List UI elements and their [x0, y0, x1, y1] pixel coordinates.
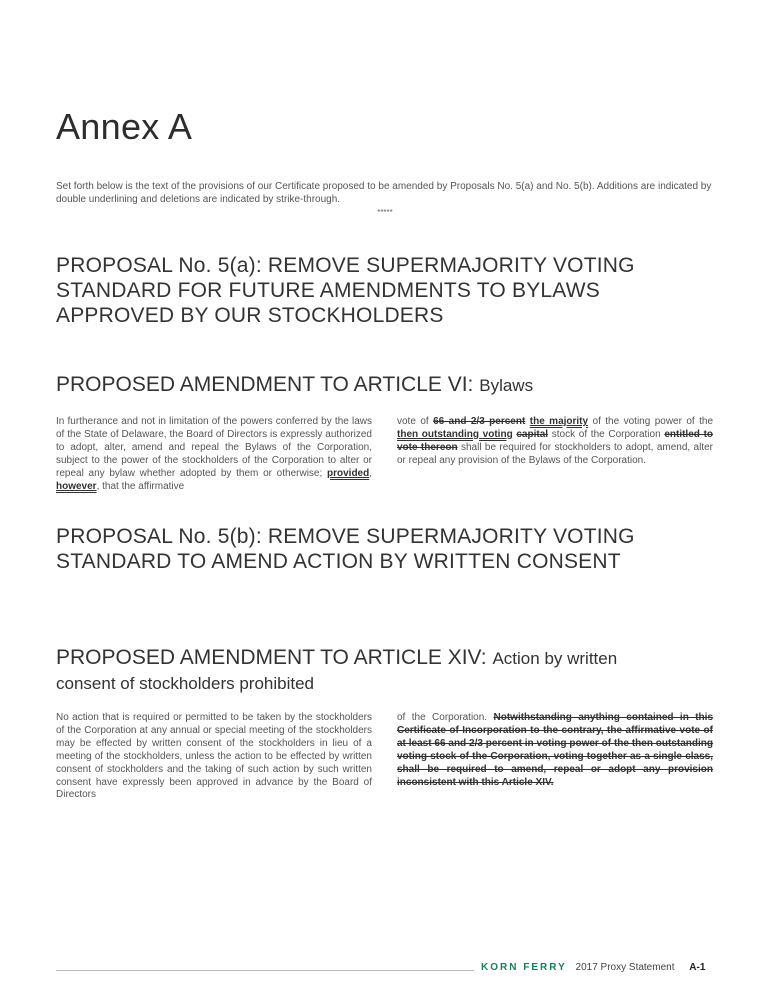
brand-logo: KORN FERRY	[481, 962, 567, 973]
article-vi-text: shall be required for stockholders to adopt, amend, alter or repeal any provision of the Bylaws of the Corporation.	[397, 441, 713, 466]
addition-text: however	[56, 480, 97, 492]
article-vi-right-column	[397, 416, 713, 468]
article-xiv-left-column: No action that is required or permitted to be taken by the stockholders of the Corporation at any annual or special meeting of the stockholders may be effected by written consent of the stockholders in lieu of a meeting of the stockholders, unless the action to be effected by written consent of stockholders and the taking of such action by such written consent have expressly been approved in advance by the Board of Directors	[56, 712, 372, 801]
deletion-text: capital	[516, 428, 549, 440]
amendment-article-xiv-subtitle-2: consent of stockholders prohibited	[56, 674, 314, 693]
addition-text: then outstanding voting	[397, 428, 513, 440]
page-footer	[481, 962, 705, 973]
deletion-text: Notwithstanding anything contained in this Certificate of Incorporation to the contrary, the affirmative vote of at least 66 and 2/3 percent in voting power of the then outstanding voting stock of the Corporation, voting together as a single class, shall be required to amend, repeal or adopt any provision inconsistent with this Article XIV.	[397, 712, 713, 788]
proposal-5b-heading: PROPOSAL No. 5(b): REMOVE SUPERMAJORITY VOTING STANDARD TO AMEND ACTION BY WRITTEN CONSENT	[56, 525, 635, 573]
article-vi-text: , that the affirmative	[96, 480, 185, 492]
intro-paragraph: Set forth below is the text of the provisions of our Certificate proposed to be amended by Proposals No. 5(a) and No. 5(b). Additions are indicated by double underlining and deletions are indicated by strike-through.	[56, 181, 712, 205]
separator: *****	[377, 208, 393, 217]
addition-text: the majority	[529, 416, 589, 427]
proposal-5a-heading: PROPOSAL No. 5(a): REMOVE SUPERMAJORITY VOTING STANDARD FOR FUTURE AMENDMENTS TO BYLAWS APPROVED BY OUR STOCKHOLDERS	[56, 254, 635, 327]
amendment-article-vi-heading	[56, 372, 714, 398]
article-xiv-right-column	[397, 712, 713, 789]
annex-title: Annex A	[56, 106, 193, 147]
deletion-text: entitled to vote thereon	[397, 428, 714, 453]
article-vi-text: of the voting power of the	[592, 416, 714, 427]
amendment-article-vi-subtitle: Bylaws	[479, 376, 534, 395]
amendment-article-xiv-title: PROPOSED AMENDMENT TO ARTICLE XIV:	[56, 646, 487, 669]
article-vi-text: stock of the Corporation	[551, 428, 661, 440]
deletion-text: 66 and 2/3 percent	[433, 416, 526, 427]
amendment-article-xiv-subtitle: Action by written	[492, 649, 618, 668]
footer-divider	[56, 970, 474, 971]
amendment-article-vi-title: PROPOSED AMENDMENT TO ARTICLE VI:	[56, 373, 474, 396]
article-xiv-text: of the Corporation.	[397, 712, 488, 723]
amendment-article-xiv-heading	[56, 645, 714, 696]
article-vi-text: In furtherance and not in limitation of the powers conferred by the laws of the State of Delaware, the Board of Directors is expressly authorized to adopt, alter, amend and repeal the Bylaws of the Corporation, subject to the power of the stockholders of the Corporation to alter or repeal any bylaw whether adopted by them or otherwise;	[56, 416, 372, 479]
article-vi-text: ,	[369, 467, 373, 479]
article-vi-left-column	[56, 416, 372, 493]
footer-statement: 2017 Proxy Statement	[575, 962, 675, 973]
addition-text: provided	[327, 467, 370, 479]
article-vi-text: vote of	[397, 416, 429, 427]
page-number: A-1	[689, 962, 706, 973]
